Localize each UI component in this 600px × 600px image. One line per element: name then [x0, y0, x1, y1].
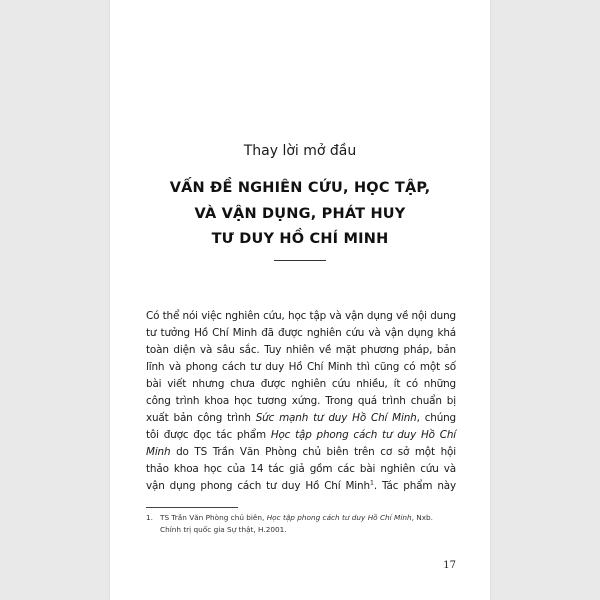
text-segment: Minh	[146, 446, 171, 458]
page-number: 17	[443, 560, 456, 571]
text-segment: Học tập phong cách tư duy Hồ Chí Minh	[266, 513, 412, 522]
chapter-subtitle: Thay lời mở đầu	[243, 143, 357, 159]
text-segment: Có thể nói việc nghiên cứu, học tập và vận dụng về nội dung	[146, 310, 456, 322]
footnote	[146, 512, 458, 536]
footnote-line	[146, 512, 458, 524]
text-segment: Học tập phong cách tư duy Hồ Chí	[270, 429, 456, 441]
body-line	[146, 359, 456, 376]
text-segment: vận dụng phong cách tư duy Hồ Chí Minh	[146, 480, 370, 492]
chapter-title-line: TƯ DUY HỒ CHÍ MINH	[211, 231, 389, 247]
chapter-title-line: VẤN ĐỀ NGHIÊN CỨU, HỌC TẬP,	[169, 180, 431, 196]
body-line	[146, 308, 456, 325]
text-segment: công trình khoa học tương xứng. Trong quá trình chuẩn bị	[146, 395, 456, 407]
chapter-title	[110, 176, 490, 253]
title-divider	[274, 260, 326, 261]
footnote-number: 1.	[146, 513, 153, 522]
text-segment: . Tác phẩm này	[373, 480, 456, 492]
body-line	[146, 461, 456, 478]
chapter-title-line: VÀ VẬN DỤNG, PHÁT HUY	[194, 205, 406, 222]
footnote-text: Chính trị quốc gia Sự thật, H.2001.	[160, 525, 287, 534]
body-line	[146, 444, 456, 461]
body-line	[146, 427, 456, 444]
text-segment: thảo khoa học của 14 tác giả gồm các bài nghiên cứu và	[146, 463, 456, 475]
body-line	[146, 342, 456, 359]
text-segment: TS Trần Văn Phòng chủ biên,	[160, 513, 267, 522]
body-line	[146, 393, 456, 410]
footnote-text	[160, 513, 433, 522]
text-segment: toàn diện và sâu sắc. Tuy nhiên về mặt phương pháp, bản	[146, 344, 456, 356]
body-line	[146, 478, 456, 495]
text-segment: bài viết nhưng chưa được nghiên cứu nhiều, ít có những	[146, 378, 456, 390]
text-segment: , Nxb.	[411, 513, 433, 522]
footnote-ref: 1	[369, 478, 374, 487]
body-line	[146, 376, 456, 393]
book-page	[110, 0, 490, 600]
text-segment: tư tưởng Hồ Chí Minh đã được nghiên cứu và vận dụng khá	[146, 327, 456, 339]
text-segment: , chúng	[416, 412, 457, 424]
footnote-line	[146, 524, 458, 536]
text-segment: do TS Trần Văn Phòng chủ biên trên cơ sở một hội	[170, 446, 456, 458]
text-segment: xuất bản công trình	[146, 412, 256, 424]
body-paragraph	[146, 308, 456, 495]
body-line	[146, 325, 456, 342]
text-segment: Sức mạnh tư duy Hồ Chí Minh	[255, 412, 417, 424]
body-line	[146, 410, 456, 427]
text-segment: tôi được đọc tác phẩm	[146, 429, 271, 441]
footnote-divider	[146, 507, 238, 508]
text-segment: lĩnh và phong cách tư duy Hồ Chí Minh thì cũng có một số	[146, 361, 456, 373]
